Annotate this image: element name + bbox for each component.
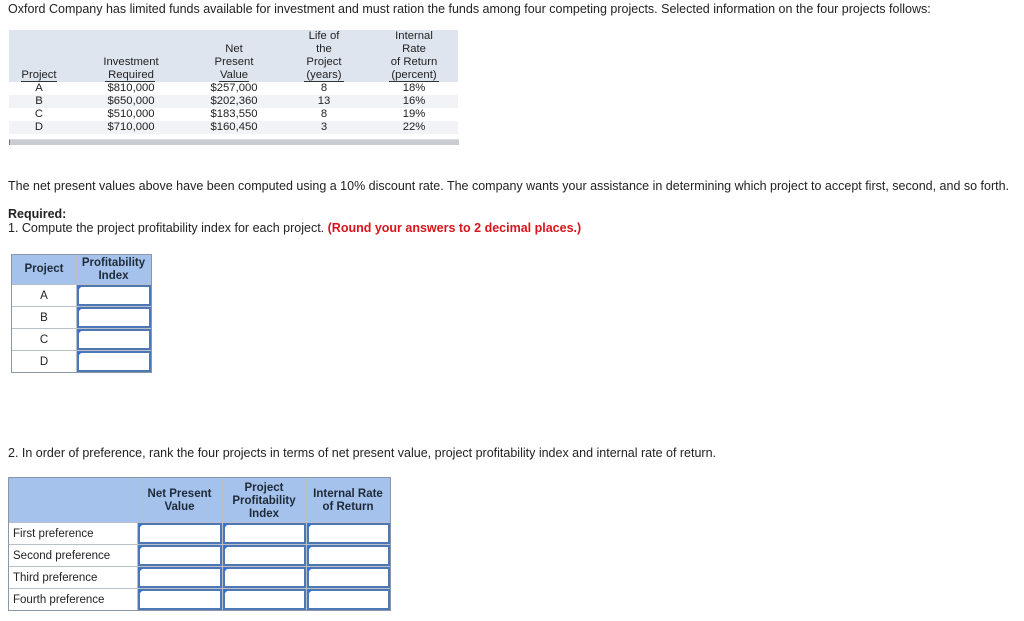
rounding-instruction: (Round your answers to 2 decimal places.) — [327, 221, 582, 235]
header-life: Life of the Project (years) — [306, 30, 342, 81]
info-life-a: 8 — [320, 82, 328, 94]
info-investment-b: $650,000 — [107, 95, 155, 107]
pi-table — [11, 254, 152, 373]
pi-project-a: A — [40, 290, 48, 302]
info-irr-b: 16% — [402, 95, 426, 107]
pi-input-d[interactable] — [77, 351, 151, 372]
info-investment-c: $510,000 — [107, 108, 155, 120]
requirement-1 — [8, 221, 581, 235]
header-npv: Net Present Value — [214, 43, 254, 81]
info-npv-c: $183,550 — [210, 108, 258, 120]
info-investment-d: $710,000 — [107, 121, 155, 133]
info-life-c: 8 — [320, 108, 328, 120]
rank-irr-second-input[interactable] — [307, 545, 390, 566]
info-npv-d: $160,450 — [210, 121, 258, 133]
requirement-2: 2. In order of preference, rank the four projects in terms of net present value, project profitability index and internal rate of return. — [8, 446, 717, 460]
rank-header-npv: Net Present Value — [147, 488, 212, 513]
rank-irr-third-input[interactable] — [307, 567, 390, 588]
header-investment: Investment Required — [103, 56, 159, 81]
npv-note: The net present values above have been computed using a 10% discount rate. The company wants your assistance in determining which project to accept first, second, and so forth. — [8, 179, 1010, 193]
info-project-c: C — [34, 108, 44, 120]
info-irr-a: 18% — [402, 82, 426, 94]
rank-header-irr: Internal Rate of Return — [313, 488, 383, 513]
pi-header-index: Profitability Index — [81, 257, 146, 282]
rank-label-second: Second preference — [13, 550, 111, 562]
rank-label-third: Third preference — [13, 572, 98, 584]
info-npv-b: $202,360 — [210, 95, 258, 107]
rank-pi-third-input[interactable] — [223, 567, 306, 588]
rank-npv-first-input[interactable] — [138, 523, 222, 544]
requirement-1-text: 1. Compute the project profitability index for each project. — [8, 221, 325, 235]
pi-input-a[interactable] — [77, 285, 151, 306]
header-irr: Internal Rate of Return (percent) — [390, 30, 438, 81]
info-life-b: 13 — [317, 95, 331, 107]
pi-project-c: C — [39, 334, 49, 346]
info-irr-c: 19% — [402, 108, 426, 120]
info-irr-d: 22% — [402, 121, 426, 133]
rank-label-first: First preference — [13, 528, 94, 540]
rank-npv-fourth-input[interactable] — [138, 589, 222, 610]
header-project: Project — [21, 69, 57, 81]
rank-irr-first-input[interactable] — [307, 523, 390, 544]
rank-pi-second-input[interactable] — [223, 545, 306, 566]
ranking-table — [8, 477, 391, 611]
rank-header-pi: Project Profitability Index — [232, 482, 296, 520]
required-label: Required: — [8, 207, 67, 221]
info-life-d: 3 — [320, 121, 328, 133]
info-table-footer — [9, 139, 459, 145]
rank-irr-fourth-input[interactable] — [307, 589, 390, 610]
rank-pi-fourth-input[interactable] — [223, 589, 306, 610]
rank-pi-first-input[interactable] — [223, 523, 306, 544]
rank-npv-second-input[interactable] — [138, 545, 222, 566]
project-info-table — [9, 30, 458, 145]
info-project-d: D — [34, 121, 44, 133]
info-project-b: B — [35, 95, 43, 107]
pi-input-c[interactable] — [77, 329, 151, 350]
info-project-a: A — [35, 82, 43, 94]
rank-label-fourth: Fourth preference — [13, 594, 105, 606]
pi-header-project: Project — [24, 263, 64, 275]
problem-intro: Oxford Company has limited funds available for investment and must ration the funds among four competing projects. Selected information on the four projects follows: — [8, 2, 931, 16]
info-npv-a: $257,000 — [210, 82, 258, 94]
info-investment-a: $810,000 — [107, 82, 155, 94]
pi-project-b: B — [40, 312, 48, 324]
pi-input-b[interactable] — [77, 307, 151, 328]
rank-npv-third-input[interactable] — [138, 567, 222, 588]
pi-project-d: D — [39, 356, 49, 368]
